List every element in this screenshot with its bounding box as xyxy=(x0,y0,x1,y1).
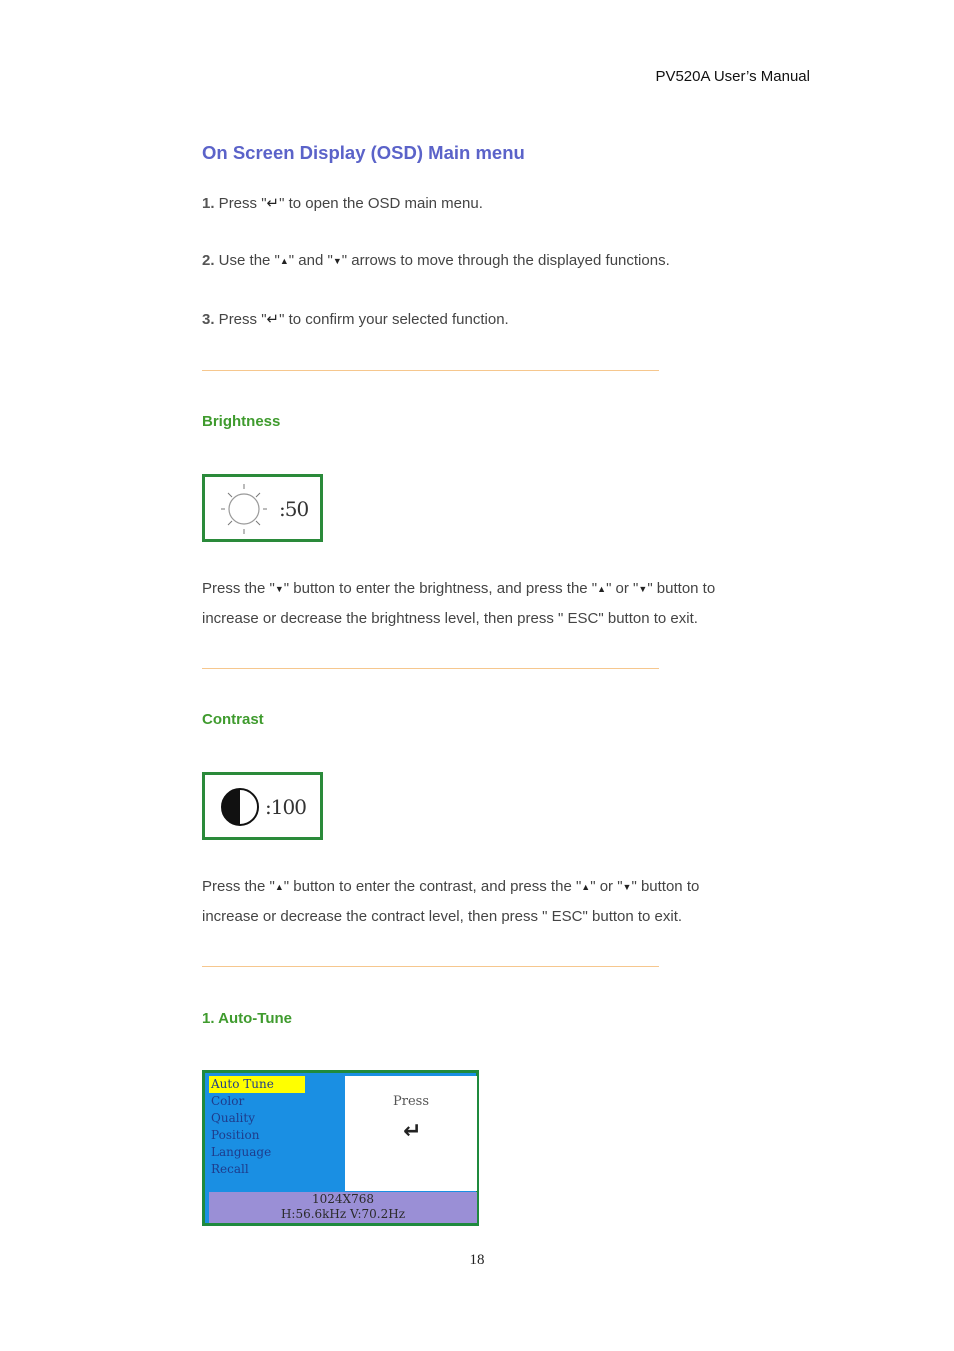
down-triangle-icon: ▼ xyxy=(332,256,342,266)
brightness-description: Press the "▼" button to enter the brightness, and press the "▲" or "▼" button to increase or decrease the brightness level, then press " ESC" button to exit. xyxy=(202,580,716,627)
up-triangle-icon: ▲ xyxy=(279,256,289,266)
down-triangle-icon: ▼ xyxy=(622,882,632,892)
down-triangle-icon: ▼ xyxy=(638,584,648,594)
contrast-heading: Contrast xyxy=(202,711,264,728)
step-2: 2. Use the "▲" and "▼" arrows to move through the displayed functions. xyxy=(202,252,670,269)
up-triangle-icon: ▲ xyxy=(597,584,607,594)
osd-menu-status xyxy=(209,1192,477,1223)
step-1: 1. Press "↵" to open the OSD main menu. xyxy=(202,195,483,212)
down-triangle-icon: ▼ xyxy=(274,584,284,594)
menu-item-recall: Recall xyxy=(211,1162,249,1176)
brightness-osd-box xyxy=(202,474,323,542)
enter-icon: ↵ xyxy=(266,195,280,212)
contrast-icon xyxy=(220,787,260,827)
menu-item-color: Color xyxy=(211,1094,245,1108)
step-number: 2. xyxy=(202,252,215,269)
osd-main-menu xyxy=(202,1070,479,1226)
enter-icon: ↵ xyxy=(403,1118,422,1143)
contrast-value: :100 xyxy=(265,795,306,819)
step-3: 3. Press "↵" to confirm your selected function. xyxy=(202,311,509,328)
page-number: 18 xyxy=(469,1252,485,1268)
menu-item-auto-tune: Auto Tune xyxy=(209,1076,305,1093)
manual-header: PV520A User’s Manual xyxy=(655,68,810,85)
menu-item-position: Position xyxy=(211,1128,260,1142)
resolution-text: 1024X768 xyxy=(312,1192,374,1206)
page-title: On Screen Display (OSD) Main menu xyxy=(202,142,525,163)
step-number: 3. xyxy=(202,311,215,328)
section-divider xyxy=(202,370,659,371)
section-divider xyxy=(202,966,659,967)
brightness-heading: Brightness xyxy=(202,413,281,430)
autotune-heading: 1. Auto-Tune xyxy=(202,1010,292,1027)
contrast-description: Press the "▲" button to enter the contrast, and press the "▲" or "▼" button to increase or decrease the contract level, then press " ESC" button to exit. xyxy=(202,878,700,925)
sun-icon xyxy=(219,484,271,534)
brightness-value: :50 xyxy=(279,497,309,521)
osd-menu-hint-panel xyxy=(345,1076,477,1191)
contrast-osd-box xyxy=(202,772,323,840)
step-number: 1. xyxy=(202,195,215,212)
up-triangle-icon: ▲ xyxy=(581,882,591,892)
frequency-text: H:56.6kHz V:70.2Hz xyxy=(280,1207,406,1221)
press-label: Press xyxy=(393,1094,429,1109)
up-triangle-icon: ▲ xyxy=(274,882,284,892)
menu-item-quality: Quality xyxy=(211,1111,255,1125)
osd-menu-list xyxy=(209,1076,341,1178)
menu-item-language: Language xyxy=(211,1145,272,1159)
section-divider xyxy=(202,668,659,669)
enter-icon: ↵ xyxy=(266,311,280,328)
